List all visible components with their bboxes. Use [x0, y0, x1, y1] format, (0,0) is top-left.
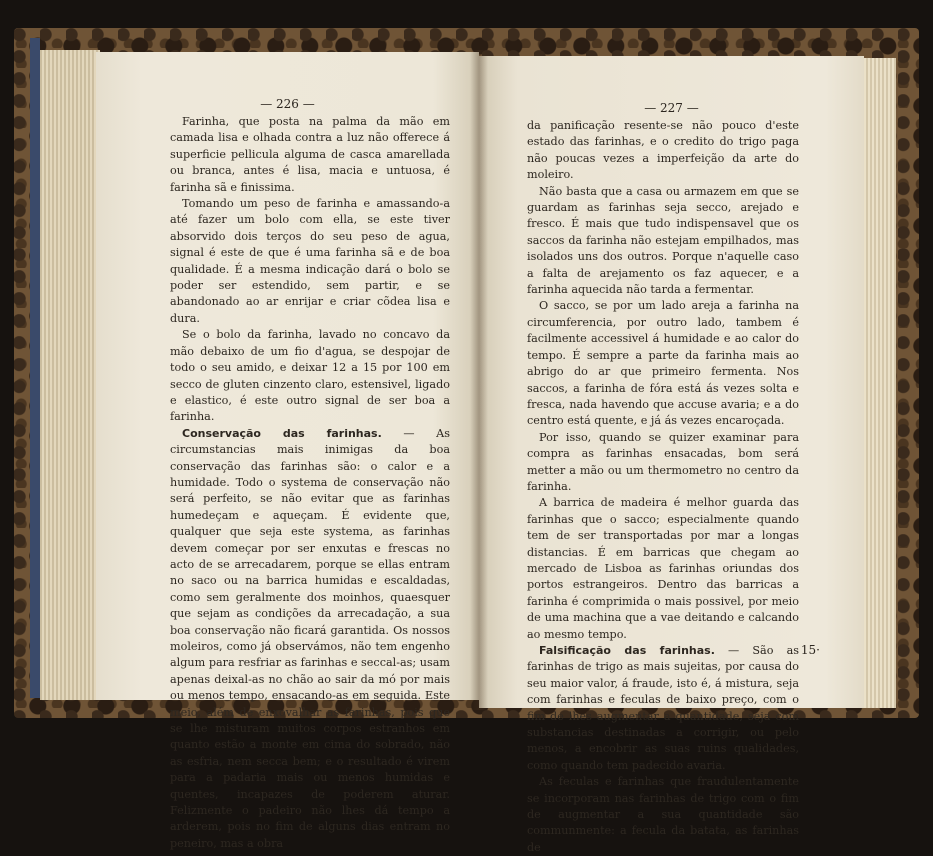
- paragraph: Se o bolo da farinha, lavado no concavo da mão debaixo de um fio d'agua, se despojar de todo o seu amido, e deixar 12 a 15 por 100 em secco de gluten cinzento claro, estensivel, ligado e elastico, é este outro signal de ser boa a farinha.: [170, 328, 450, 424]
- paragraph: O sacco, se por um lado areja a farinha na circumferencia, por outro lado, tambem é facilmente accessivel á humidade e ao calor do tempo. É sempre a parte da farinha mais ao abrigo do ar que primeiro fermenta. Nos saccos, a farinha de fóra está ás vezes solta e fresca, nada havendo que accuse avaria; e a do centro está quente, e já ás vezes encaroçada.: [527, 299, 799, 428]
- right-page: [479, 56, 864, 854]
- paragraph: As feculas e farinhas que fraudulentamente se incorporam nas farinhas de trigo com o fim de augmentar a sua quantidade são communmente: a fecula da batata, as farinhas de: [527, 775, 799, 854]
- paragraph: Farinha, que posta na palma da mão em camada lisa e olhada contra a luz não offerece á superficie pellicula alguma de casca amarellada ou branca, antes é lisa, macia e untuosa, é farinha sã e finissima.: [170, 115, 450, 194]
- paragraph: da panificação resente-se não pouco d'este estado das farinhas, e o credito do trigo paga não poucas vezes a imperfeição da arte do moleiro.: [527, 119, 799, 182]
- paragraph: Por isso, quando se quizer examinar para compra as farinhas ensacadas, bom será metter a mão ou um thermometro no centro da farinha.: [527, 430, 799, 493]
- page-edges-right: [862, 58, 896, 708]
- paragraph-body: — São as farinhas de trigo as mais sujeitas, por causa do seu maior valor, á fraude, isto é, á mistura, seja com farinhas e feculas de baixo preço, com o fim de lhes augmentar a quantidade, seja com substancias destinadas a corrigir, ou pelo menos, a encobrir as suas ruins qualidades, como quando tem padecido avaria.: [527, 644, 799, 772]
- book-gutter: [470, 50, 488, 710]
- page-edges-left: [40, 50, 100, 700]
- page-number-right: — 227 —: [644, 101, 699, 115]
- left-page: [96, 52, 479, 850]
- section-heading: Falsificação das farinhas.: [539, 644, 715, 657]
- section-heading: Conservação das farinhas.: [182, 426, 382, 440]
- paragraph: [170, 426, 450, 853]
- signature-mark: 15·: [800, 642, 820, 657]
- left-page-text: [170, 114, 450, 852]
- paragraph: Tomando um peso de farinha e amassando-a até fazer um bolo com ella, se este tiver absorvido dois terços do seu peso de agua, signal é este de que é uma farinha sã e de boa qualidade. É a mesma indicação dará o bolo se poder ser estendido, sem partir, e se abandonado ao ar enrijar e criar cõdea lisa e dura.: [170, 197, 450, 325]
- page-number-left: — 226 —: [260, 97, 315, 111]
- cover-edge: [30, 38, 40, 698]
- paragraph: [527, 643, 799, 774]
- right-page-text: [527, 118, 799, 856]
- paragraph-body: — As circumstancias mais inimigas da boa conservação das farinhas são: o calor e a humidade. Todo o systema de conservação não será perfeito, se não evitar que as farinhas humedeçam e aqueçam. É evidente que, qualquer que seja este systema, as farinhas devem começar por ser enxutas e frescas no acto de se arrecadarem, porque se ellas entram no saco ou na barrica humidas e escaldadas, como sem geralmente dos moinhos, quaesquer que sejam as condições da arrecadação, a sua boa conservação não ficará garantida. Os nossos moleiros, como já observámos, não tem engenho algum para resfriar as farinhas e seccal-as; usam apenas deixal-as no chão ao sair da mó por mais ou menos tempo, ensacando-as em seguida. Este meio, além de enxovalhar as farinhas, pois que se lhe misturam muitos corpos estranhos em quanto estão a monte em cima do sobrado, não as esfria, nem secca bem; e o resultado é virem para a padaria mais ou menos humidas e quentes, incapazes de poderem aturar. Felizmente o padeiro não lhes dá tempo a arderem, pois no fim de alguns dias entram no peneiro, mas a obra: [170, 426, 450, 850]
- paragraph: A barrica de madeira é melhor guarda das farinhas que o sacco; especialmente quando tem de ser transportadas por mar a longas distancias. É em barricas que chegam ao mercado de Lisboa as farinhas oriundas dos portos estrangeiros. Dentro das barricas a farinha é comprimida o mais possivel, por meio de uma machina que a vae deitando e calcando ao mesmo tempo.: [527, 496, 799, 641]
- paragraph: Não basta que a casa ou armazem em que se guardam as farinhas seja secco, arejado e fresco. É mais que tudo indispensavel que os saccos da farinha não estejam empilhados, mas isolados uns dos outros. Porque n'aquelle caso a falta de arejamento os faz aquecer, e a farinha aquecida não tarda a fermentar.: [527, 184, 799, 297]
